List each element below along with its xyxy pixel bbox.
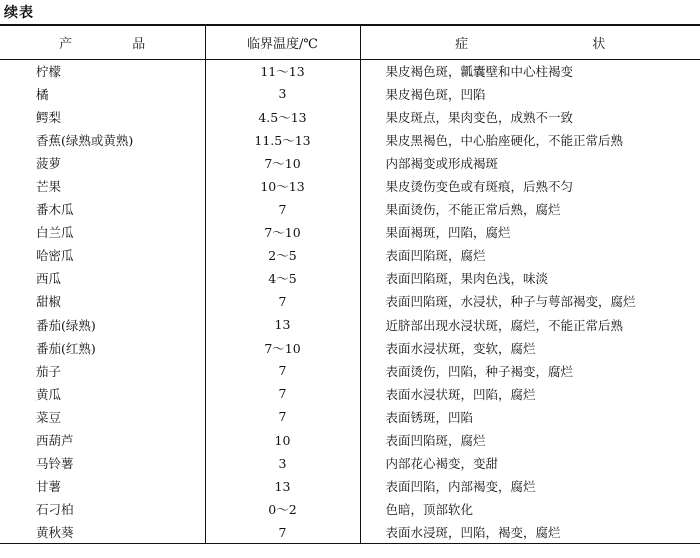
header-product: 产 品 — [0, 25, 205, 59]
table-body — [0, 59, 700, 544]
temperature-cell: 2～5 — [205, 244, 360, 267]
table-row — [0, 359, 700, 382]
table-row — [0, 290, 700, 313]
product-cell: 白兰瓜 — [36, 225, 74, 241]
product-cell: 黄瓜 — [36, 386, 62, 402]
temperature-cell: 7～10 — [205, 151, 360, 174]
table-row — [0, 521, 700, 544]
table-row — [0, 244, 700, 267]
table-row — [0, 452, 700, 475]
symptom-cell: 果皮褐色斑，瓤囊壁和中心柱褐变 — [360, 59, 700, 82]
temperature-cell: 11.5～13 — [205, 128, 360, 151]
symptom-cell: 果面褐斑，凹陷，腐烂 — [360, 221, 700, 244]
table-row — [0, 382, 700, 405]
product-cell: 番茄(绿熟) — [36, 317, 96, 333]
header-temperature: 临界温度/℃ — [205, 25, 360, 59]
product-cell: 番木瓜 — [36, 202, 74, 218]
table-caption: 续表 — [4, 5, 34, 21]
product-cell: 番茄(红熟) — [36, 340, 96, 356]
product-cell: 黄秋葵 — [0, 521, 205, 544]
symptom-cell: 表面凹陷，内部褐变，腐烂 — [360, 475, 700, 498]
temperature-cell: 4.5～13 — [205, 105, 360, 128]
temperature-cell: 7 — [205, 382, 360, 405]
temperature-cell: 7～10 — [205, 221, 360, 244]
table-row — [0, 128, 700, 151]
symptom-cell: 表面烫伤，凹陷，种子褐变，腐烂 — [360, 359, 700, 382]
product-cell: 石刁柏 — [36, 502, 74, 518]
symptom-cell: 表面水浸状斑，变软，腐烂 — [360, 336, 700, 359]
symptom-cell: 表面凹陷斑，水浸状，种子与萼部褐变，腐烂 — [360, 290, 700, 313]
symptom-cell: 内部褐变或形成褐斑 — [360, 151, 700, 174]
product-cell: 鳄梨 — [36, 109, 62, 125]
table-row — [0, 82, 700, 105]
table-row — [0, 221, 700, 244]
product-cell: 芒果 — [36, 179, 62, 195]
temperature-cell: 0～2 — [205, 498, 360, 521]
temperature-cell: 13 — [205, 313, 360, 336]
product-cell: 西瓜 — [36, 271, 62, 287]
temperature-cell: 10～13 — [205, 174, 360, 197]
temperature-cell: 13 — [205, 475, 360, 498]
temperature-cell: 7～10 — [205, 336, 360, 359]
header-symptom: 症 状 — [360, 25, 700, 59]
table-row — [0, 198, 700, 221]
product-cell: 柠檬 — [36, 63, 62, 79]
symptom-cell: 表面水浸状斑，凹陷，腐烂 — [360, 382, 700, 405]
temperature-cell: 7 — [205, 405, 360, 428]
temperature-cell: 7 — [205, 198, 360, 221]
product-cell: 橘 — [36, 86, 49, 102]
table-row — [0, 405, 700, 428]
product-cell: 西葫芦 — [36, 433, 74, 449]
symptom-cell: 表面锈斑，凹陷 — [360, 405, 700, 428]
temperature-cell: 7 — [205, 359, 360, 382]
symptom-cell: 果皮褐色斑，凹陷 — [360, 82, 700, 105]
table-row — [0, 151, 700, 174]
table-header-row — [0, 25, 700, 59]
symptom-cell: 表面凹陷斑，腐烂 — [360, 244, 700, 267]
symptom-cell: 表面凹陷斑，腐烂 — [360, 429, 700, 452]
symptom-cell: 果皮烫伤变色或有斑痕，后熟不匀 — [360, 174, 700, 197]
product-cell: 甜椒 — [36, 294, 62, 310]
symptom-cell: 内部花心褐变，变甜 — [360, 452, 700, 475]
table-row — [0, 105, 700, 128]
symptom-cell: 表面水浸斑，凹陷，褐变，腐烂 — [360, 521, 700, 544]
table-row — [0, 174, 700, 197]
temperature-cell: 7 — [205, 290, 360, 313]
product-cell: 菠萝 — [36, 155, 62, 171]
table-row — [0, 59, 700, 82]
chilling-injury-table — [0, 24, 700, 544]
product-cell: 茄子 — [36, 363, 62, 379]
symptom-cell: 近脐部出现水浸状斑，腐烂，不能正常后熟 — [360, 313, 700, 336]
temperature-cell: 4～5 — [205, 267, 360, 290]
temperature-cell: 10 — [205, 429, 360, 452]
table-row — [0, 475, 700, 498]
temperature-cell: 11～13 — [205, 59, 360, 82]
table-row — [0, 429, 700, 452]
temperature-cell: 7 — [205, 521, 360, 544]
table-row — [0, 313, 700, 336]
symptom-cell: 表面凹陷斑，果肉色浅，味淡 — [360, 267, 700, 290]
symptom-cell: 果皮斑点，果肉变色，成熟不一致 — [360, 105, 700, 128]
product-cell: 哈密瓜 — [36, 248, 74, 264]
product-cell: 菜豆 — [36, 409, 62, 425]
table-row — [0, 267, 700, 290]
table-row — [0, 336, 700, 359]
symptom-cell: 果面烫伤，不能正常后熟，腐烂 — [360, 198, 700, 221]
table-row — [0, 498, 700, 521]
temperature-cell: 3 — [205, 82, 360, 105]
temperature-cell: 3 — [205, 452, 360, 475]
product-cell: 甘薯 — [36, 479, 62, 495]
symptom-cell: 果皮黑褐色，中心胎座硬化，不能正常后熟 — [360, 128, 700, 151]
product-cell: 马铃薯 — [36, 456, 74, 472]
symptom-cell: 色暗，顶部软化 — [360, 498, 700, 521]
product-cell: 香蕉(绿熟或黄熟) — [36, 132, 134, 148]
